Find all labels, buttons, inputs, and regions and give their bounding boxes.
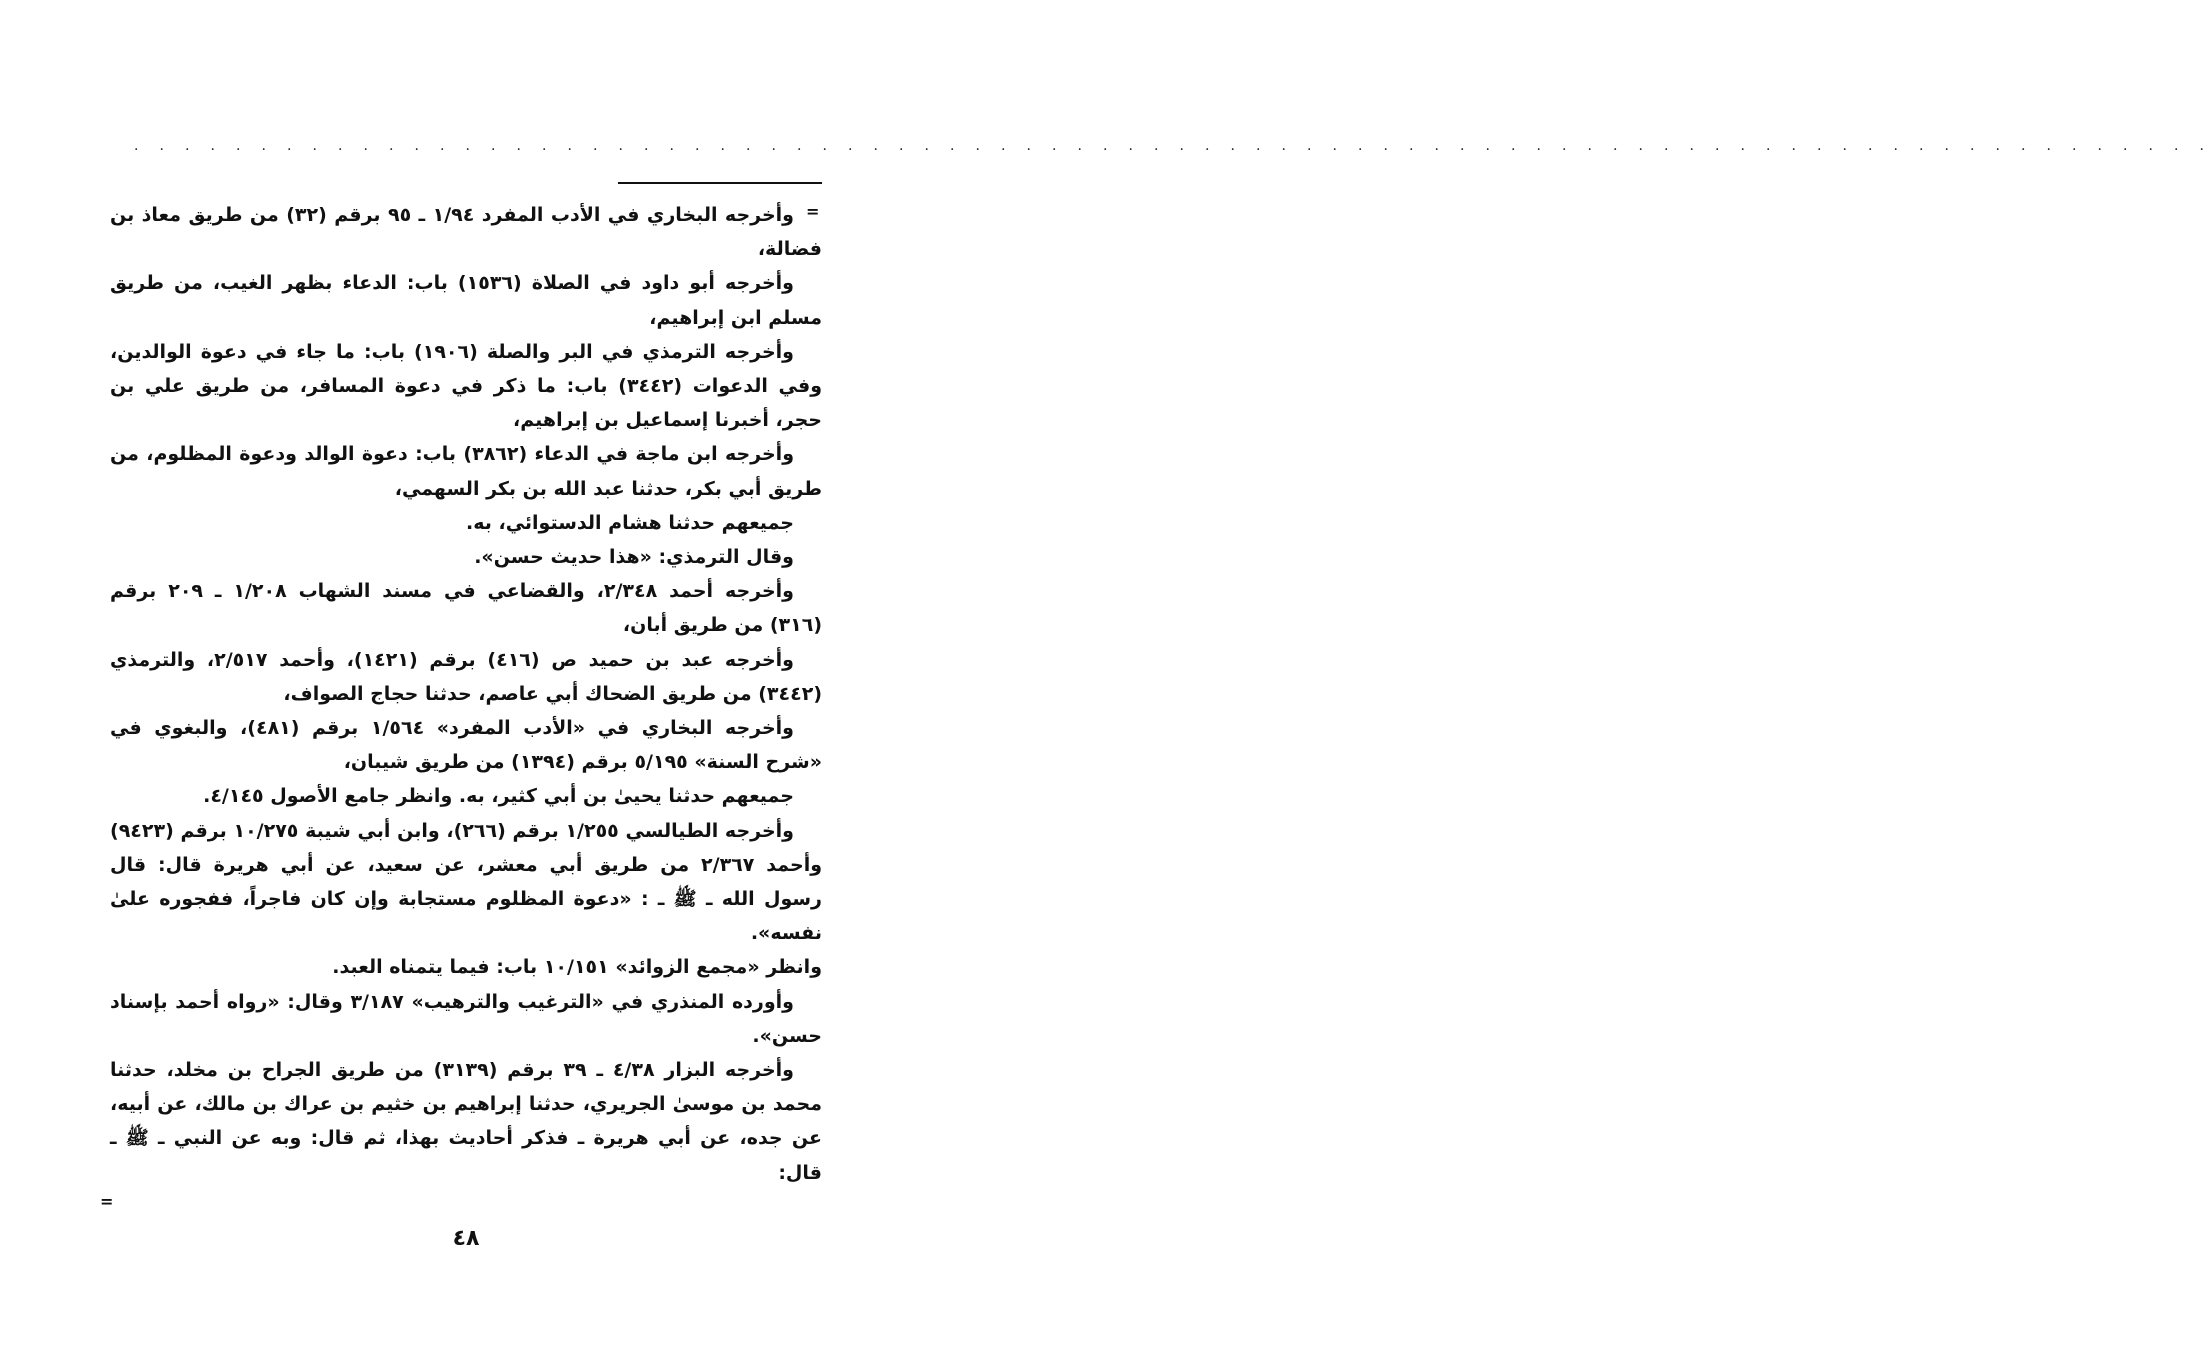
paragraph-bukhari-adab: وأخرجه البخاري في الأدب المفرد ١/٩٤ ـ ٩٥ برقم (٣٢) من طريق معاذ بن فضالة، — [110, 204, 822, 261]
paragraph-mundhiri: وأورده المنذري في «الترغيب والترهيب» ٣/١٨٧ وقال: «رواه أحمد بإسناد حسن». — [110, 990, 822, 1047]
paragraph-majma-zawaid: وانظر «مجمع الزوائد» ١٠/١٥١ باب: فيما يتمناه العبد. — [332, 956, 822, 979]
continuation-mark-top: = — [806, 202, 820, 221]
paragraph-tayalisi: وأخرجه الطيالسي ١/٢٥٥ برقم (٢٦٦)، وابن أبي شيبة ١٠/٢٧٥ برقم (٩٤٢٣) وأحمد ٢/٣٦٧ من طريق أبي معشر، عن سعيد، عن أبي هريرة قال: قال رسول الله ـ ﷺ ـ : «دعوة المظلوم مستجابة وإن كان فاجراً، ففجوره علىٰ نفسه». — [110, 819, 823, 945]
footnote-text — [110, 198, 822, 1190]
paragraph-abu-dawud: وأخرجه أبو داود في الصلاة (١٥٣٦) باب: الدعاء بظهر الغيب، من طريق مسلم ابن إبراهيم، — [110, 272, 822, 329]
paragraph-abd-ibn-humaid: وأخرجه عبد بن حميد ص (٤١٦) برقم (١٤٢١)، وأحمد ٢/٥١٧، والترمذي (٣٤٤٢) من طريق الضحاك أبي عاصم، حدثنا حجاج الصواف، — [110, 648, 822, 705]
paragraph-ahmad-qudai: وأخرجه أحمد ٢/٣٤٨، والقضاعي في مسند الشهاب ١/٢٠٨ ـ ٢٠٩ برقم (٣١٦) من طريق أبان، — [110, 580, 822, 637]
paragraph-tirmidhi: وأخرجه الترمذي في البر والصلة (١٩٠٦) باب: ما جاء في دعوة الوالدين، وفي الدعوات (٣٤٤٢) باب: ما ذكر في دعوة المسافر، من طريق علي بن حجر، أخبرنا إسماعيل بن إبراهيم، — [110, 340, 823, 432]
footnote-rule — [618, 182, 822, 184]
paragraph-all-hisham: جميعهم حدثنا هشام الدستوائي، به. — [465, 511, 794, 534]
paragraph-ibn-majah: وأخرجه ابن ماجة في الدعاء (٣٨٦٢) باب: دعوة الوالد ودعوة المظلوم، من طريق أبي بكر، حدثنا عبد الله بن بكر السهمي، — [110, 443, 822, 500]
paragraph-bukhari-baghawi: وأخرجه البخاري في «الأدب المفرد» ١/٥٦٤ برقم (٤٨١)، والبغوي في «شرح السنة» ٥/١٩٥ برقم (١٣٩٤) من طريق شيبان، — [110, 717, 822, 774]
paragraph-tirmidhi-grade: وقال الترمذي: «هذا حديث حسن». — [474, 546, 794, 569]
paragraph-all-yahya: جميعهم حدثنا يحيىٰ بن أبي كثير، به. وانظر جامع الأصول ٤/١٤٥. — [203, 785, 794, 808]
page-number: ٤٨ — [452, 1226, 480, 1251]
continuation-mark-bottom: = — [100, 1192, 114, 1211]
dotted-separator: . . . . . . . . . . . . . . . . . . . . . . . . . . . . . . . . . . . . . . . . . . . . . . . . . . . . . . . . . . . . . . . . . . . . . . . . . . . . . . . . . . — [134, 138, 2212, 154]
paragraph-bazzar: وأخرجه البزار ٤/٣٨ ـ ٣٩ برقم (٣١٣٩) من طريق الجراح بن مخلد، حدثنا محمد بن موسىٰ الجريري، حدثنا إبراهيم بن خثيم بن عراك بن مالك، عن أبيه، عن جده، عن أبي هريرة ـ فذكر أحاديث بهذا، ثم قال: وبه عن النبي ـ ﷺ ـ قال: — [110, 1059, 822, 1184]
